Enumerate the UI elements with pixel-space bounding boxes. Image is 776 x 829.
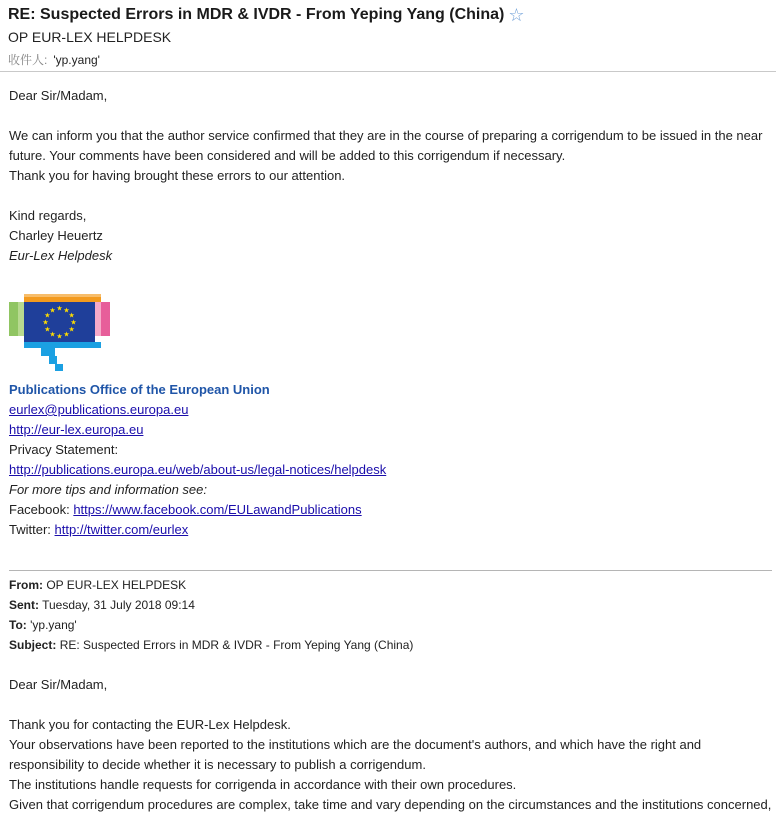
eu-star-icon: ★: [49, 307, 56, 315]
quoted-line3: responsibility to decide whether it is necessary to publish a corrigendum.: [9, 757, 426, 772]
quoted-sent-value: Tuesday, 31 July 2018 09:14: [42, 598, 195, 612]
recipient-value[interactable]: 'yp.yang': [53, 53, 100, 67]
greeting: Dear Sir/Madam,: [9, 88, 108, 103]
twitter-label: Twitter:: [9, 522, 51, 537]
eu-star-icon: ★: [49, 331, 56, 339]
para1-line1: We can inform you that the author service confirmed that they are in the course of preparing a corrigendum to be issued in the near: [9, 128, 763, 143]
sender-name[interactable]: OP EUR-LEX HELPDESK: [8, 29, 172, 45]
facebook-label: Facebook:: [9, 502, 70, 517]
website-link[interactable]: http://eur-lex.europa.eu: [9, 422, 144, 437]
quoted-greeting: Dear Sir/Madam,: [9, 677, 108, 692]
quoted-from-label: From:: [9, 578, 43, 592]
quoted-to-label: To:: [9, 618, 27, 632]
signer-name: Charley Heuertz: [9, 228, 103, 243]
quoted-subject-value: RE: Suspected Errors in MDR & IVDR - From Yeping Yang (China): [59, 638, 414, 652]
quoted-subject-label: Subject:: [9, 638, 57, 652]
twitter-link[interactable]: http://twitter.com/eurlex: [54, 522, 189, 537]
eu-star-icon: ★: [63, 331, 70, 339]
eu-logo: [9, 288, 119, 378]
eu-star-icon: ★: [63, 307, 70, 315]
email-subject: RE: Suspected Errors in MDR & IVDR - From Yeping Yang (China): [8, 6, 505, 23]
quoted-line5: Given that corrigendum procedures are complex, take time and vary depending on the circumstances and the institutions concerned,: [9, 797, 772, 812]
closing: Kind regards,: [9, 208, 87, 223]
email-header: [0, 0, 776, 72]
recipient-row: [8, 51, 768, 68]
eu-star-icon: ★: [42, 319, 49, 327]
quoted-line2: Your observations have been reported to the institutions which are the document's authors, and which have the right and: [9, 737, 702, 752]
eu-star-icon: ★: [44, 326, 51, 334]
subject-row: [8, 6, 768, 24]
eu-star-icon: ★: [68, 312, 75, 320]
org-name: Publications Office of the European Union: [9, 382, 270, 397]
email-link[interactable]: eurlex@publications.europa.eu: [9, 402, 189, 417]
eu-flag-logo-icon: [9, 288, 119, 378]
quoted-sent-label: Sent:: [9, 598, 39, 612]
quoted-line4: The institutions handle requests for corrigenda in accordance with their own procedures.: [9, 777, 517, 792]
facebook-link[interactable]: https://www.facebook.com/EULawandPublications: [73, 502, 362, 517]
eu-star-icon: ★: [68, 326, 75, 334]
quoted-line1: Thank you for contacting the EUR-Lex Helpdesk.: [9, 717, 291, 732]
eu-star-icon: ★: [70, 319, 77, 327]
quoted-to-value: 'yp.yang': [30, 618, 77, 632]
eu-star-icon: ★: [56, 333, 63, 341]
quoted-from-value: OP EUR-LEX HELPDESK: [46, 578, 187, 592]
privacy-label: Privacy Statement:: [9, 442, 119, 457]
signer-team: Eur-Lex Helpdesk: [9, 248, 113, 263]
recipient-label: 收件人:: [8, 53, 48, 67]
eu-star-icon: ★: [44, 312, 51, 320]
para1-line3: Thank you for having brought these errors to our attention.: [9, 168, 346, 183]
privacy-link[interactable]: http://publications.europa.eu/web/about-us/legal-notices/helpdesk: [9, 462, 387, 477]
star-icon[interactable]: ☆: [508, 5, 525, 25]
tips-text: For more tips and information see:: [9, 482, 207, 497]
para1-line2: future. Your comments have been considered and will be added to this corrigendum if necessary.: [9, 148, 566, 163]
eu-star-icon: ★: [56, 305, 63, 313]
email-body: [0, 72, 776, 815]
